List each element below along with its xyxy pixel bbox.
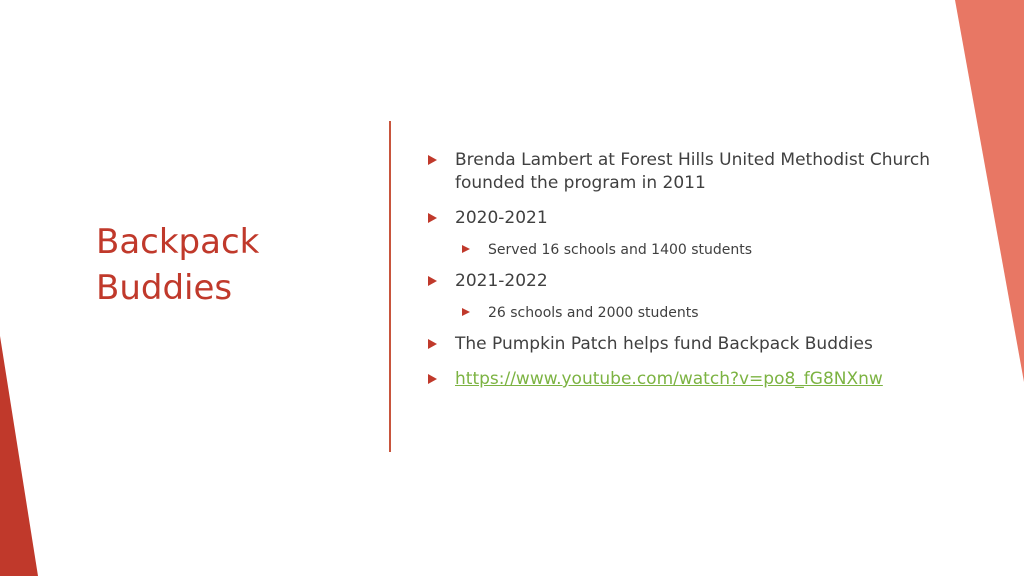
bullet-text: The Pumpkin Patch helps fund Backpack Buddies bbox=[455, 334, 873, 354]
bullet-item-video-link bbox=[426, 368, 966, 391]
bullet-list bbox=[426, 149, 966, 403]
left-red-band bbox=[0, 336, 38, 576]
sub-bullet-arrow-icon bbox=[462, 308, 470, 316]
sub-bullet-item-2021-2022 bbox=[460, 303, 966, 323]
bullet-arrow-icon bbox=[428, 155, 437, 165]
title-line-1: Backpack bbox=[96, 222, 260, 262]
bullet-item-2020-2021 bbox=[426, 207, 966, 230]
sub-bullet-text: 26 schools and 2000 students bbox=[488, 305, 699, 321]
sub-bullet-item-2020-2021 bbox=[460, 240, 966, 260]
bullet-text: 2021-2022 bbox=[455, 271, 548, 291]
bullet-text: 2020-2021 bbox=[455, 208, 548, 228]
bullet-text: Brenda Lambert at Forest Hills United Methodist Church founded the program in 2011 bbox=[455, 150, 930, 193]
bullet-item-pumpkin-patch bbox=[426, 333, 966, 356]
title-line-2: Buddies bbox=[96, 268, 233, 308]
bullet-arrow-icon bbox=[428, 276, 437, 286]
bullet-arrow-icon bbox=[428, 213, 437, 223]
youtube-link[interactable]: https://www.youtube.com/watch?v=po8_fG8NXnw bbox=[455, 369, 883, 389]
vertical-divider bbox=[389, 121, 391, 452]
sub-bullet-text: Served 16 schools and 1400 students bbox=[488, 242, 753, 258]
slide-title bbox=[96, 219, 259, 311]
bullet-item-founder bbox=[426, 149, 966, 195]
bullet-item-2021-2022 bbox=[426, 270, 966, 293]
sub-bullet-arrow-icon bbox=[462, 245, 470, 253]
bullet-arrow-icon bbox=[428, 339, 437, 349]
bullet-arrow-icon bbox=[428, 374, 437, 384]
